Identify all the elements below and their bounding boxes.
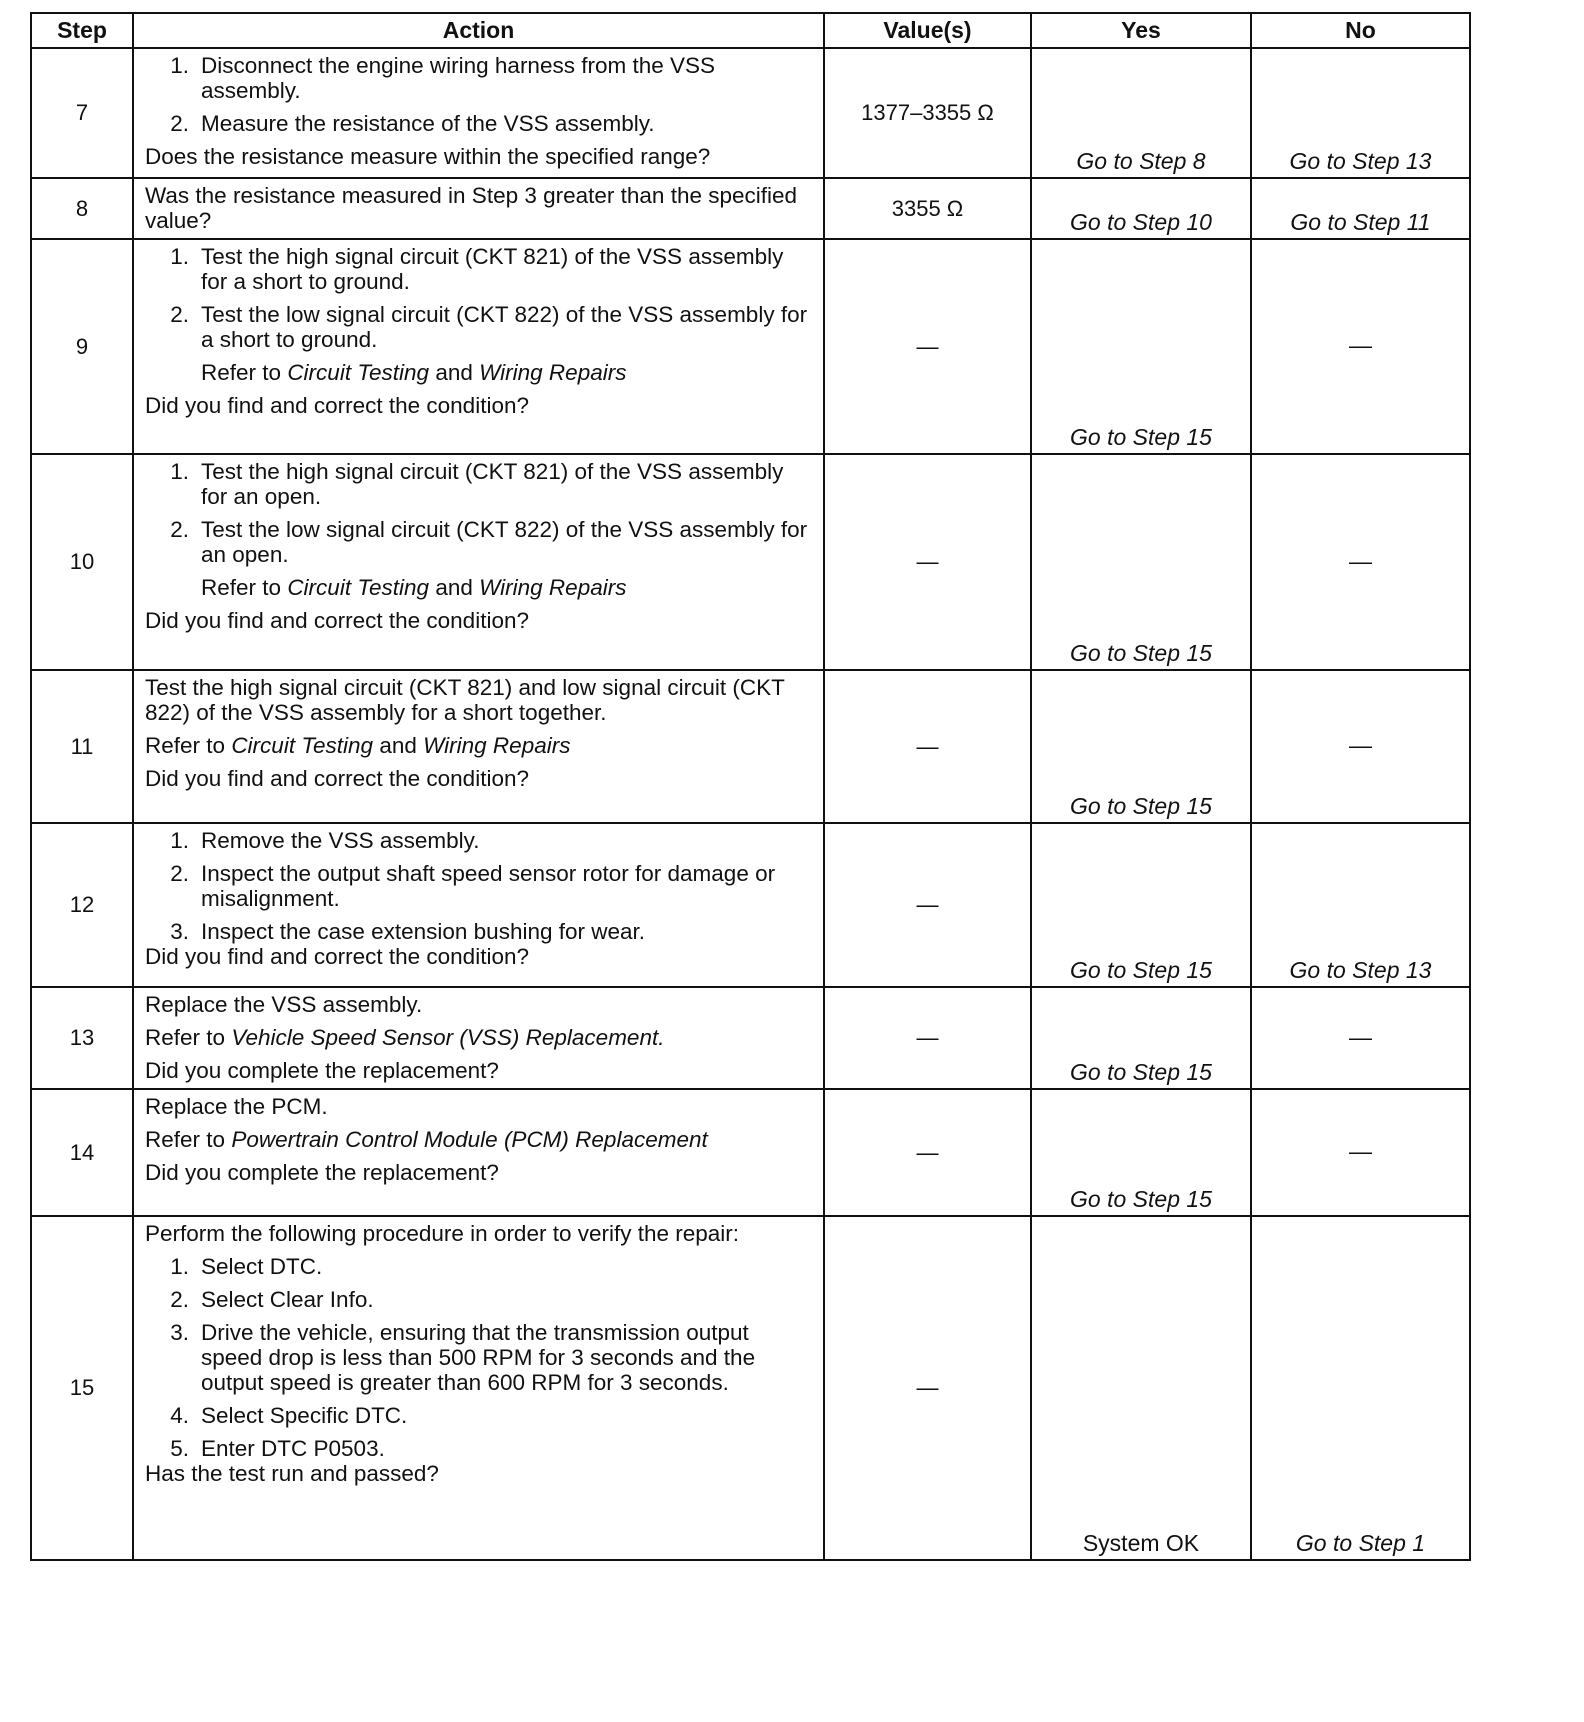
action-question: Did you find and correct the condition? — [145, 393, 529, 418]
no-cell: Go to Step 11 — [1251, 178, 1470, 239]
refer-link-pcm-replacement[interactable]: Powertrain Control Module (PCM) Replacement — [231, 1127, 708, 1152]
refer-and: and — [435, 360, 473, 385]
header-step: Step — [31, 13, 133, 48]
header-values: Value(s) — [824, 13, 1031, 48]
value-cell: — — [824, 454, 1031, 670]
action-item-text: Drive the vehicle, ensuring that the transmission output speed drop is less than 500 RPM for 3 seconds and the output speed is greater than 600 RPM for 3 seconds. — [201, 1320, 756, 1395]
value-cell: 3355 Ω — [824, 178, 1031, 239]
yes-cell: Go to Step 15 — [1031, 987, 1251, 1089]
no-cell: — — [1251, 987, 1470, 1089]
action-cell — [133, 1216, 824, 1560]
refer-link-wiring-repairs[interactable]: Wiring Repairs — [423, 733, 571, 758]
action-cell: Was the resistance measured in Step 3 greater than the specified value? — [133, 178, 824, 239]
value-cell: — — [824, 1216, 1031, 1560]
step-number: 15 — [31, 1216, 133, 1560]
no-cell: — — [1251, 239, 1470, 454]
value-cell: — — [824, 987, 1031, 1089]
action-item: 2. Inspect the output shaft speed sensor rotor for damage or misalignment. — [145, 861, 815, 911]
value-cell: — — [824, 670, 1031, 823]
action-item-text: Measure the resistance of the VSS assembly. — [201, 111, 655, 136]
action-item: 1. Disconnect the engine wiring harness from the VSS assembly. — [145, 53, 815, 103]
refer-line — [201, 575, 815, 600]
refer-link-wiring-repairs[interactable]: Wiring Repairs — [479, 360, 627, 385]
refer-prefix: Refer to — [145, 1127, 226, 1152]
action-question: Did you find and correct the condition? — [145, 608, 529, 633]
action-item-text: Inspect the case extension bushing for wear. — [201, 919, 646, 944]
action-question: Did you complete the replacement? — [145, 1160, 499, 1185]
action-item-text: Test the high signal circuit (CKT 821) of the VSS assembly for an open. — [201, 459, 784, 509]
refer-line — [145, 733, 815, 758]
yes-cell: Go to Step 15 — [1031, 670, 1251, 823]
action-question: Does the resistance measure within the specified range? — [145, 144, 711, 169]
step-number: 13 — [31, 987, 133, 1089]
no-cell: Go to Step 13 — [1251, 48, 1470, 178]
value-cell: — — [824, 239, 1031, 454]
step-number: 10 — [31, 454, 133, 670]
action-item-text: Test the low signal circuit (CKT 822) of the VSS assembly for a short to ground. — [201, 302, 808, 352]
action-item-text: Test the high signal circuit (CKT 821) of the VSS assembly for a short to ground. — [201, 244, 784, 294]
yes-cell: Go to Step 10 — [1031, 178, 1251, 239]
refer-line — [145, 1127, 815, 1152]
refer-and: and — [435, 575, 473, 600]
yes-cell: Go to Step 15 — [1031, 823, 1251, 987]
action-text: Replace the PCM. — [145, 1094, 328, 1119]
yes-cell: Go to Step 15 — [1031, 239, 1251, 454]
action-item-text: Disconnect the engine wiring harness from the VSS assembly. — [201, 53, 716, 103]
action-item-text: Remove the VSS assembly. — [201, 828, 480, 853]
action-cell — [133, 670, 824, 823]
action-cell — [133, 239, 824, 454]
table-row-step-13 — [31, 987, 1470, 1089]
header-no: No — [1251, 13, 1470, 48]
yes-cell: Go to Step 8 — [1031, 48, 1251, 178]
action-item: 1. Select DTC. — [145, 1254, 815, 1279]
refer-link-wiring-repairs[interactable]: Wiring Repairs — [479, 575, 627, 600]
yes-cell: Go to Step 15 — [1031, 1089, 1251, 1216]
action-cell — [133, 823, 824, 987]
action-question: Did you find and correct the condition? — [145, 766, 529, 791]
action-item: 5. Enter DTC P0503. — [145, 1436, 815, 1461]
table-row-step-9 — [31, 239, 1470, 454]
step-number: 7 — [31, 48, 133, 178]
no-cell: — — [1251, 1089, 1470, 1216]
action-item: 1. Test the high signal circuit (CKT 821) of the VSS assembly for an open. — [145, 459, 815, 509]
refer-line — [201, 360, 815, 385]
value-cell: — — [824, 1089, 1031, 1216]
action-cell — [133, 454, 824, 670]
table-row-step-10 — [31, 454, 1470, 670]
action-item-text: Test the low signal circuit (CKT 822) of the VSS assembly for an open. — [201, 517, 808, 567]
action-question: Has the test run and passed? — [145, 1461, 439, 1486]
table-header-row — [31, 13, 1470, 48]
diagnostic-table — [30, 12, 1471, 1561]
action-item: 1. Remove the VSS assembly. — [145, 828, 815, 853]
action-text: Replace the VSS assembly. — [145, 992, 423, 1017]
action-item: 2. Test the low signal circuit (CKT 822) of the VSS assembly for a short to ground. — [145, 302, 815, 352]
step-number: 9 — [31, 239, 133, 454]
action-question: Did you find and correct the condition? — [145, 944, 529, 969]
action-item-text: Enter DTC P0503. — [201, 1436, 385, 1461]
refer-prefix: Refer to — [201, 575, 282, 600]
action-item: 4. Select Specific DTC. — [145, 1403, 815, 1428]
header-yes: Yes — [1031, 13, 1251, 48]
table-row-step-15 — [31, 1216, 1470, 1560]
refer-link-circuit-testing[interactable]: Circuit Testing — [287, 575, 430, 600]
diagnostic-table-page — [30, 12, 1469, 1561]
table-row-step-8 — [31, 178, 1470, 239]
action-item: 3. Drive the vehicle, ensuring that the transmission output speed drop is less than 500 RPM for 3 seconds and the output speed is greater than 600 RPM for 3 seconds. — [145, 1320, 815, 1395]
action-item-text: Inspect the output shaft speed sensor rotor for damage or misalignment. — [201, 861, 776, 911]
action-cell — [133, 48, 824, 178]
action-cell — [133, 987, 824, 1089]
action-item: 2. Select Clear Info. — [145, 1287, 815, 1312]
refer-prefix: Refer to — [201, 360, 282, 385]
refer-line — [145, 1025, 815, 1050]
yes-cell: Go to Step 15 — [1031, 454, 1251, 670]
value-cell: — — [824, 823, 1031, 987]
step-number: 11 — [31, 670, 133, 823]
value-cell: 1377–3355 Ω — [824, 48, 1031, 178]
action-item-text: Select DTC. — [201, 1254, 323, 1279]
refer-and: and — [379, 733, 417, 758]
no-cell: Go to Step 13 — [1251, 823, 1470, 987]
action-item: 1. Test the high signal circuit (CKT 821) of the VSS assembly for a short to ground. — [145, 244, 815, 294]
action-cell — [133, 1089, 824, 1216]
refer-prefix: Refer to — [145, 733, 226, 758]
no-cell: — — [1251, 454, 1470, 670]
action-item: 2. Test the low signal circuit (CKT 822) of the VSS assembly for an open. — [145, 517, 815, 567]
table-row-step-12 — [31, 823, 1470, 987]
action-item: 3. Inspect the case extension bushing for wear. — [145, 919, 815, 944]
refer-link-circuit-testing[interactable]: Circuit Testing — [287, 360, 430, 385]
refer-prefix: Refer to — [145, 1025, 226, 1050]
no-cell: Go to Step 1 — [1251, 1216, 1470, 1560]
action-item: 2. Measure the resistance of the VSS assembly. — [145, 111, 815, 136]
header-action: Action — [133, 13, 824, 48]
table-row-step-7 — [31, 48, 1470, 178]
action-question: Did you complete the replacement? — [145, 1058, 499, 1083]
action-item-text: Select Clear Info. — [201, 1287, 374, 1312]
step-number: 14 — [31, 1089, 133, 1216]
refer-link-circuit-testing[interactable]: Circuit Testing — [231, 733, 374, 758]
yes-cell: System OK — [1031, 1216, 1251, 1560]
step-number: 8 — [31, 178, 133, 239]
action-text: Perform the following procedure in order to verify the repair: — [145, 1221, 740, 1246]
action-text: Test the high signal circuit (CKT 821) and low signal circuit (CKT 822) of the VSS assembly for a short together. — [145, 675, 785, 725]
action-item-text: Select Specific DTC. — [201, 1403, 408, 1428]
table-row-step-11 — [31, 670, 1470, 823]
refer-link-vss-replacement[interactable]: Vehicle Speed Sensor (VSS) Replacement. — [231, 1025, 665, 1050]
step-number: 12 — [31, 823, 133, 987]
table-row-step-14 — [31, 1089, 1470, 1216]
no-cell: — — [1251, 670, 1470, 823]
